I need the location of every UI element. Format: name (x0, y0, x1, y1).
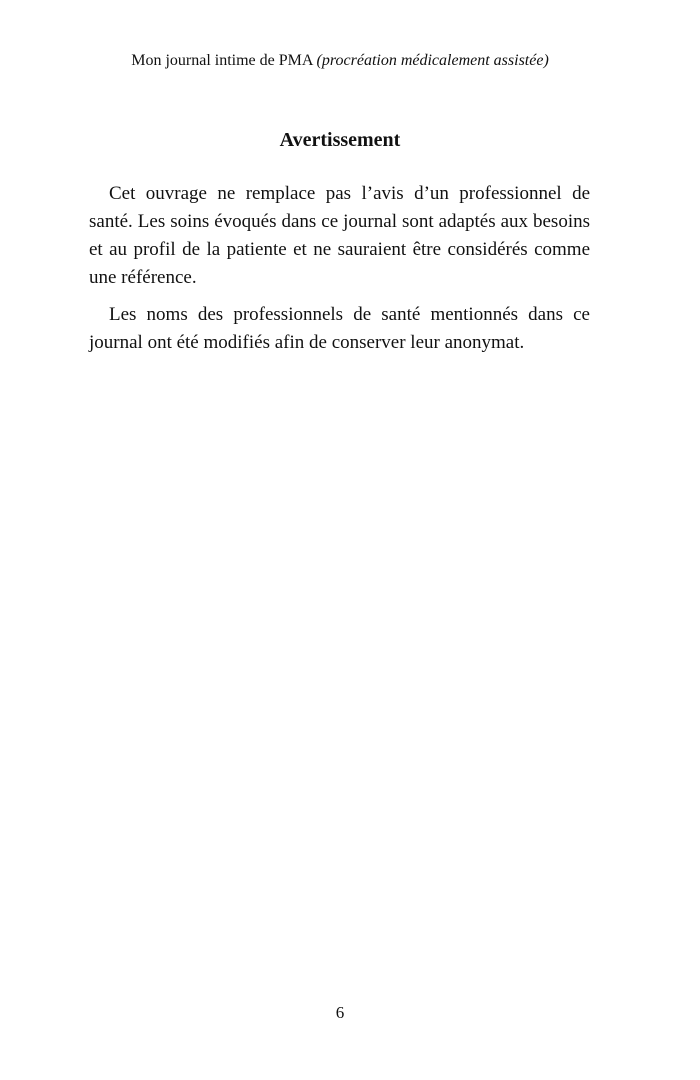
paragraph-disclaimer: Cet ouvrage ne remplace pas l’avis d’un professionnel de santé. Les soins évoqués dans ce journal sont adaptés aux besoins et au profil de la patiente et ne sauraient être considérés comme une référence. (89, 183, 590, 288)
running-header-subtitle: (procréation médicalement assistée) (316, 52, 549, 69)
page-number: 6 (335, 1003, 345, 1022)
body-text (89, 180, 590, 366)
running-header-title: Mon journal intime de PMA (131, 52, 313, 69)
paragraph-anonymity: Les noms des professionnels de santé mentionnés dans ce journal ont été modifiés afin de conserver leur anonymat. (89, 304, 590, 353)
section-title: Avertissement (279, 129, 401, 151)
running-header (0, 50, 680, 72)
